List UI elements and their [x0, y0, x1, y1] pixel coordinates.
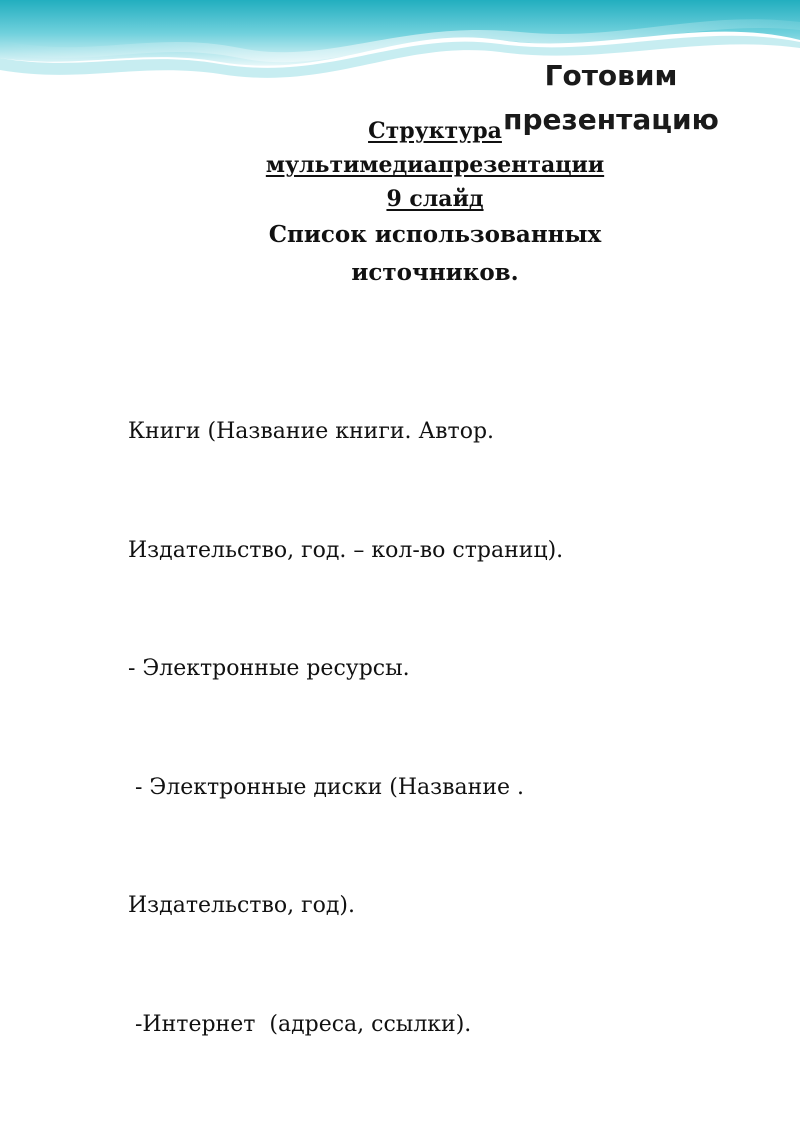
heading-line-structure: Структура [368, 118, 502, 144]
sources-body [128, 333, 768, 1123]
body-line-discs-publisher: Издательство, год). [128, 893, 355, 918]
corner-title-line1: Готовим [544, 59, 678, 92]
corner-title-line2: презентацию [503, 103, 719, 136]
heading-line-slide-number: 9 слайд [386, 186, 484, 212]
body-line-books: Книги (Название книги. Автор. [128, 419, 495, 444]
body-line-publisher: Издательство, год. – кол-во страниц). [128, 537, 564, 563]
heading-line-sources-list: Список использованных [268, 221, 602, 248]
body-line-internet: -Интернет (адреса, ссылки). [128, 1011, 472, 1037]
body-line-electronic-resources: - Электронные ресурсы. [128, 656, 410, 681]
heading-line-multimedia: мультимедиапрезентации [265, 152, 605, 178]
slide-heading [190, 114, 680, 292]
body-line-electronic-discs: - Электронные диски (Название . [128, 774, 524, 800]
heading-line-sources: источников. [351, 259, 519, 286]
